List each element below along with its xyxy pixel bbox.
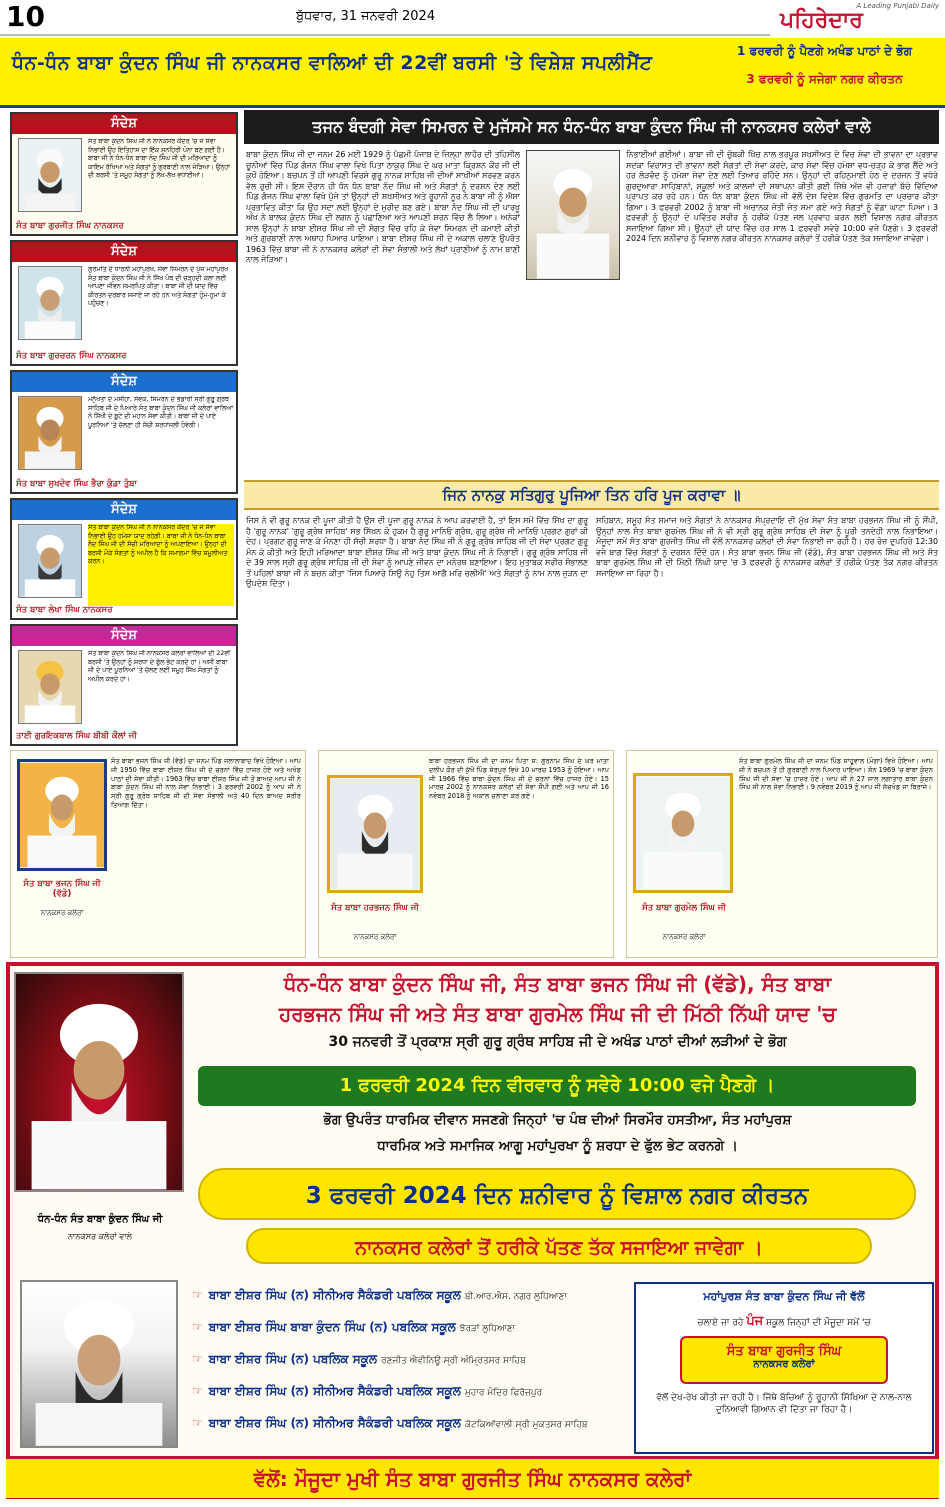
message-heading: ਸੰਦੇਸ਼ bbox=[12, 242, 236, 262]
school-name: ਬਾਬਾ ਈਸ਼ਰ ਸਿੰਘ (ਨ) ਸੀਨੀਅਰ ਸੈਕੰਡਰੀ ਪਬਲਿਕ ਸਕੂਲ bbox=[208, 1384, 461, 1398]
school-item-2 bbox=[192, 1320, 515, 1335]
school-name: ਬਾਬਾ ਈਸ਼ਰ ਸਿੰਘ (ਨ) ਪਬਲਿਕ ਸਕੂਲ bbox=[208, 1352, 377, 1366]
message-signature: ਸੰਤ ਬਾਬਾ ਸੁਖਦੇਵ ਸਿੰਘ ਭੈਰਾ ਕੁੰਡਾ ਤੁੰਬਾ bbox=[16, 479, 137, 489]
page-header bbox=[0, 0, 945, 36]
ad-heading-line-1: ਧੰਨ-ਧੰਨ ਬਾਬਾ ਕੁੰਦਨ ਸਿੰਘ ਜੀ, ਸੰਤ ਬਾਬਾ ਭਜਨ ਸਿੰਘ ਜੀ (ਵੱਡੇ), ਸੰਤ ਬਾਬਾ bbox=[283, 972, 832, 996]
page-number: 10 bbox=[6, 0, 45, 33]
message-box-3 bbox=[10, 370, 238, 494]
ad-heading-line-2: ਹਰਭਜਨ ਸਿੰਘ ਜੀ ਅਤੇ ਸੰਤ ਬਾਬਾ ਗੁਰਮੇਲ ਸਿੰਘ ਜੀ ਦੀ ਮਿੱਠੀ ਨਿੱਘੀ ਯਾਦ 'ਚ bbox=[278, 1002, 837, 1026]
photo-caption: ਧੰਨ-ਧੰਨ ਸੰਤ ਬਾਬਾ ਕੁੰਦਨ ਸਿੰਘ ਜੀ bbox=[37, 1214, 163, 1225]
info-count: ਪੰਜ bbox=[746, 1314, 764, 1329]
saint-photo bbox=[18, 266, 82, 340]
masthead-logo: ਪਹਿਰੇਦਾਰ bbox=[780, 8, 863, 33]
portrait-card-harbhajan-singh bbox=[318, 750, 614, 958]
message-signature: ਸੰਤ ਬਾਬਾ ਗੁਰਚਰਨ ਸਿੰਘ ਨਾਨਕਸਰ bbox=[16, 351, 127, 361]
diwan-line-2: ਧਾਰਮਿਕ ਅਤੇ ਸਮਾਜਿਕ ਆਗੂ ਮਹਾਂਪੁਰਖਾ ਨੂੰ ਸ਼ਰਧਾ ਦੇ ਫੁੱਲ ਭੇਟ ਕਰਨਗੇ । bbox=[377, 1138, 738, 1154]
masthead bbox=[770, 0, 945, 36]
article-column-2: ਨਿਭਾਈਆਂ ਗਈਆਂ। ਬਾਬਾ ਜੀ ਦੀ ਚੁੰਬਕੀ ਖਿੱਚ ਨਾਲ ਭਰਪੂਰ ਸ਼ਖ਼ਸੀਅਤ ਦੇ ਵਿਚ ਸੇਵਾ ਦੀ ਭਾਵਨਾ ਦਾ ਪ੍ਰਭਾਵ ਸਦਕਾ ਵਿਰਾਸਤ ਦੀ ਭਾਵਨਾ ਲਈ ਸੰਗਤਾਂ ਦੀ ਸੇਵਾ ਕਰਦੇ, ਕਾਰ ਸੇਵਾ ਵਿੱਚ ਹਮੇਸ਼ਾ ਵਧ-ਚੜ੍ਹ ਕੇ ਭਾਗ ਲੈਂਦੇ ਅਤੇ ਹਰ ਲੋੜਵੰਦ ਨੂੰ ਹਮੇਸ਼ਾ ਸੇਵਾ ਦੇਣ ਲਈ ਤਿਆਰ ਰਹਿੰਦੇ ਸਨ। ਉਨ੍ਹਾਂ ਦੀ ਰਹਿਨੁਮਾਈ ਹੇਠ ਦੇ ਦਰਜਨ ਤੋਂ ਵਧੇਰੇ ਗੁਰਦੁਆਰਾ ਸਾਹਿਬਾਨਾਂ, ਸਕੂਲਾਂ ਅਤੇ ਕਾਲਜਾਂ ਦੀ ਸਥਾਪਨਾ ਕੀਤੀ ਗਈ ਜਿੱਥੇ ਅੱਜ ਵੀ ਹਜ਼ਾਰਾਂ ਬੱਚੇ ਵਿੱਦਿਆ ਪ੍ਰਾਪਤ ਕਰ ਰਹੇ ਹਨ। ਧੰਨ ਧੰਨ ਬਾਬਾ ਕੁੰਦਨ ਸਿੰਘ ਜੀ ਵੱਲੋਂ ਦੇਸ਼ ਵਿਦੇਸ਼ ਵਿੱਚ ਗੁਰਮਤਿ ਦਾ ਪ੍ਰਚਾਰ ਕੀਤਾ ਗਿਆ। 3 ਫਰਵਰੀ 2002 ਨੂੰ ਬਾਬਾ ਜੀ ਅਚਾਨਕ ਜੋਤੀ ਜੋਤ ਸਮਾ ਗਏ ਅਤੇ ਸੰਗਤਾਂ ਨੂੰ ਵੱਡਾ ਘਾਟਾ ਪਿਆ। 3 ਫਰਵਰੀ ਨੂੰ ਉਨ੍ਹਾਂ ਦੇ ਪਵਿੱਤਰ ਸਰੀਰ ਨੂੰ ਹਰੀਕੇ ਪੱਤਣ ਜਲ ਪ੍ਰਵਾਹ ਕਰਨ ਲਈ ਵਿਸ਼ਾਲ ਨਗਰ ਕੀਰਤਨ ਸਜਾਇਆ ਗਿਆ ਸੀ। ਉਨ੍ਹਾਂ ਦੀ ਯਾਦ ਵਿੱਚ ਹਰ ਸਾਲ 1 ਫਰਵਰੀ ਸਵੇਰੇ 10:00 ਵਜੇ ਪੈਣਗੇ। 3 ਫਰਵਰੀ 2024 ਦਿਨ ਸ਼ਨੀਵਾਰ ਨੂੰ ਵਿਸ਼ਾਲ ਨਗਰ ਕੀਰਤਨ ਨਾਨਕਸਰ ਕਲੇਰਾਂ ਤੋਂ ਹਰੀਕੇ ਪੱਤਣ ਤੱਕ ਸਜਾਇਆ ਜਾਵੇਗਾ। bbox=[626, 150, 938, 243]
sant-gurjit-singh-photo bbox=[20, 1280, 178, 1448]
message-signature: ਸੰਤ ਬਾਬਾ ਲੇਖਾ ਸਿੰਘ ਨਾਨਕਸਰ bbox=[16, 605, 113, 615]
info-box-heading: ਮਹਾਂਪੁਰਸ਼ ਸੰਤ ਬਾਬਾ ਕੁੰਦਨ ਸਿੰਘ ਜੀ ਵੱਲੋਂ bbox=[703, 1290, 865, 1303]
bio-text: ਸੰਤ ਬਾਬਾ ਭਜਨ ਸਿੰਘ ਜੀ (ਵੱਡੇ) ਦਾ ਜਨਮ ਪਿੰਡ ਜਲਾਲਾਬਾਦ ਵਿਖੇ ਹੋਇਆ। ਆਪ ਜੀ 1950 ਵਿੱਚ ਬਾਬਾ ਈਸ਼ਰ ਸਿੰਘ ਜੀ ਦੇ ਚਰਨਾਂ ਵਿੱਚ ਹਾਜ਼ਰ ਹੋਏ ਅਤੇ ਅਖੰਡ ਪਾਠਾਂ ਦੀ ਸੇਵਾ ਕੀਤੀ। 1963 ਵਿੱਚ ਬਾਬਾ ਈਸ਼ਰ ਸਿੰਘ ਜੀ ਤੋਂ ਬਾਅਦ ਆਪ ਜੀ ਨੇ ਬਾਬਾ ਕੁੰਦਨ ਸਿੰਘ ਜੀ ਨਾਲ ਸੇਵਾ ਨਿਭਾਈ। 3 ਫਰਵਰੀ 2002 ਨੂੰ ਆਪ ਜੀ ਨੇ ਸ੍ਰੀ ਗੁਰੂ ਗ੍ਰੰਥ ਸਾਹਿਬ ਜੀ ਦੀ ਸੇਵਾ ਸੰਭਾਲੀ ਅਤੇ 40 ਦਿਨ ਬਾਅਦ ਸਰੀਰ ਤਿਆਗ ਦਿੱਤਾ। bbox=[111, 757, 301, 809]
message-signature: ਤਾਈ ਗੁਰਇਕਬਾਲ ਸਿੰਘ ਬੀਬੀ ਕੌਲਾਂ ਜੀ bbox=[16, 731, 137, 741]
schools-info-box bbox=[634, 1282, 934, 1454]
pointing-hand-icon: ☞ bbox=[192, 1352, 203, 1366]
school-name: ਬਾਬਾ ਈਸ਼ਰ ਸਿੰਘ ਬਾਬਾ ਕੁੰਦਨ ਸਿੰਘ (ਨ) ਪਬਲਿਕ ਸਕੂਲ bbox=[208, 1320, 456, 1334]
message-heading: ਸੰਦੇਸ਼ bbox=[12, 626, 236, 646]
saint-photo bbox=[633, 773, 733, 893]
school-name: ਬਾਬਾ ਈਸ਼ਰ ਸਿੰਘ (ਨ) ਸੀਨੀਅਰ ਸੈਕੰਡਰੀ ਪਬਲਿਕ ਸਕੂਲ bbox=[208, 1416, 461, 1430]
bhog-date-banner: 1 ਫਰਵਰੀ 2024 ਦਿਨ ਵੀਰਵਾਰ ਨੂੰ ਸਵੇਰੇ 10:00 ਵਜੇ ਪੈਣਗੇ । bbox=[198, 1066, 916, 1106]
name-plate-name: ਸੰਤ ਬਾਬਾ ਗੁਰਜੀਤ ਸਿੰਘ bbox=[726, 1344, 842, 1359]
portrait-card-bhajan-singh bbox=[10, 750, 306, 958]
message-heading: ਸੰਦੇਸ਼ bbox=[12, 114, 236, 134]
message-box-5 bbox=[10, 624, 238, 746]
info-box-line bbox=[640, 1314, 928, 1329]
pointing-hand-icon: ☞ bbox=[192, 1384, 203, 1398]
message-signature: ਸੰਤ ਬਾਬਾ ਗੁਰਜੀਤ ਸਿੰਘ ਨਾਨਕਸਰ bbox=[16, 221, 124, 231]
photo-subcaption: ਨਾਨਕਸਰ ਕਲੇਰਾਂ ਵਾਲੇ bbox=[68, 1232, 132, 1241]
nagar-kirtan-route: ਨਾਨਕਸਰ ਕਲੇਰਾਂ ਤੋਂ ਹਰੀਕੇ ਪੱਤਣ ਤੱਕ ਸਜਾਇਆ ਜਾਵੇਗਾ । bbox=[246, 1228, 872, 1264]
nagar-kirtan-notice: 3 ਫਰਵਰੀ ਨੂੰ ਸਜੇਗਾ ਨਗਰ ਕੀਰਤਨ bbox=[746, 72, 903, 86]
pointing-hand-icon: ☞ bbox=[192, 1416, 203, 1430]
pointing-hand-icon: ☞ bbox=[192, 1320, 203, 1334]
info-text-a: ਚਲਾਏ ਜਾ ਰਹੇ bbox=[697, 1318, 744, 1328]
bhog-notice: 1 ਫਰਵਰੀ ਨੂੰ ਪੈਣਗੇ ਅਖੰਡ ਪਾਠਾਂ ਦੇ ਭੋਗ bbox=[737, 44, 912, 58]
portrait-caption: ਸੰਤ ਬਾਬਾ ਹਰਭਜਨ ਸਿੰਘ ਜੀ bbox=[331, 903, 419, 913]
article-column-3: ਜਿਸ ਨੇ ਵੀ ਗੁਰੂ ਨਾਨਕ ਦੀ ਪੂਜਾ ਕੀਤੀ ਹੈ ਉਸ ਦੀ ਪੂਜਾ ਗੁਰੂ ਨਾਨਕ ਨੇ ਆਪ ਕਰਵਾਈ ਹੈ, ਤਾਂ ਇਸ ਸਮੇਂ ਵਿੱਚ ਸਿੱਖ ਦਾ ਗੁਰੂ ਹੈ 'ਗੁਰੂ ਨਾਨਕ' 'ਗੁਰੂ ਗ੍ਰੰਥ ਸਾਹਿਬ' ਸਭ ਸਿੱਖਨ ਕੋ ਹੁਕਮ ਹੈ ਗੁਰੂ ਮਾਨਿਓ ਗ੍ਰੰਥ, ਗੁਰੂ ਗ੍ਰੰਥ ਜੀ ਮਾਨਿਓ ਪ੍ਰਗਟ ਗੁਰਾਂ ਕੀ ਦੇਹ। ਪ੍ਰਗਟ ਗੁਰੂ ਜਾਣ ਕੇ ਮੰਨਣਾ ਹੀ ਸੱਚੀ ਸ਼ਰਧਾ ਹੈ। ਬਾਬਾ ਨੰਦ ਸਿੰਘ ਜੀ ਨੇ ਗੁਰੂ ਗ੍ਰੰਥ ਸਾਹਿਬ ਜੀ ਦੀ ਸੇਵਾ ਪ੍ਰਗਟ ਗੁਰੂ ਮੰਨ ਕੇ ਕੀਤੀ ਅਤੇ ਇਹੀ ਮਰਿਆਦਾ ਬਾਬਾ ਈਸ਼ਰ ਸਿੰਘ ਜੀ ਅਤੇ ਬਾਬਾ ਕੁੰਦਨ ਸਿੰਘ ਜੀ ਨੇ ਨਿਭਾਈ। ਗੁਰੂ ਗ੍ਰੰਥ ਸਾਹਿਬ ਜੀ ਦੇ 39 ਸਾਲ ਸ੍ਰੀ ਗੁਰੂ ਗ੍ਰੰਥ ਸਾਹਿਬ ਜੀ ਦੀ ਸੇਵਾ ਨੂੰ ਆਪਣੇ ਜੀਵਨ ਦਾ ਮਨੋਰਥ ਬਣਾਇਆ। ਇਹ ਮੁਤਾਬਕ ਸਰੀਰ ਸੰਭਾਲਣ ਤੋਂ ਪਹਿਲਾਂ ਬਾਬਾ ਜੀ ਨੇ ਬਚਨ ਕੀਤਾ 'ਜਿਸ ਪਿਆਰੇ ਸਿਉ ਨੇਹੁ ਤਿਸ ਆਗੈ ਮਰਿ ਚਲੀਐ' ਅਤੇ ਸੰਗਤਾਂ ਨੂੰ ਨਾਮ ਨਾਲ ਜੁੜਨ ਦਾ ਉਪਦੇਸ਼ ਦਿੱਤਾ। bbox=[246, 516, 588, 588]
saint-photo bbox=[18, 650, 82, 724]
name-plate-place: ਨਾਨਕਸਰ ਕਲੇਰਾਂ bbox=[753, 1359, 815, 1370]
message-heading: ਸੰਦੇਸ਼ bbox=[12, 500, 236, 520]
message-box-4 bbox=[10, 498, 238, 620]
saint-photo bbox=[18, 138, 82, 212]
school-location: ਮੁਹਾਰ ਮੰਦਿਰ ਫਿਰੋਜ਼ਪੁਰ bbox=[464, 1388, 543, 1398]
saint-photo bbox=[18, 524, 82, 598]
message-text: ਸੰਤ ਬਾਬਾ ਕੁੰਦਨ ਸਿੰਘ ਜੀ ਨਾਨਕਸਰ ਕਲੇਰਾਂ ਵਾਲਿਆਂ ਦੀ 22ਵੀਂ ਬਰਸੀ 'ਤੇ ਉਨ੍ਹਾਂ ਨੂੰ ਸ਼ਰਧਾ ਦੇ ਫੁੱਲ ਭੇਟ ਕਰਦੇ ਹਾਂ। ਅਸੀਂ ਬਾਬਾ ਜੀ ਦੇ ਪਾਏ ਪੂਰਨਿਆਂ 'ਤੇ ਚੱਲਣ ਲਈ ਸਮੂਹ ਸਿੱਖ ਸੰਗਤਾਂ ਨੂੰ ਅਪੀਲ ਕਰਦੇ ਹਾਂ। bbox=[88, 650, 231, 683]
pointing-hand-icon: ☞ bbox=[192, 1288, 203, 1302]
school-name: ਬਾਬਾ ਈਸ਼ਰ ਸਿੰਘ (ਨ) ਸੀਨੀਅਰ ਸੈਕੰਡਰੀ ਪਬਲਿਕ ਸਕੂਲ bbox=[208, 1288, 461, 1302]
info-text-c: ਸਕੂਲ ਜਿਨ੍ਹਾਂ ਦੀ ਮੌਜੂਦਾ ਸਮੇਂ 'ਚ bbox=[766, 1318, 871, 1328]
portrait-subcaption: ਨਾਨਕਸਰ ਕਲੇਰਾਂ bbox=[40, 909, 84, 917]
supplement-title: ਧੰਨ-ਧੰਨ ਬਾਬਾ ਕੁੰਦਨ ਸਿੰਘ ਜੀ ਨਾਨਕਸਰ ਵਾਲਿਆਂ ਦੀ 22ਵੀਂ ਬਰਸੀ 'ਤੇ ਵਿਸ਼ੇਸ਼ ਸਪਲੀਮੈਂਟ bbox=[12, 52, 653, 74]
school-item-1 bbox=[192, 1288, 567, 1303]
saint-photo bbox=[327, 775, 423, 893]
bio-text: ਬਾਬਾ ਹਰਭਜਨ ਸਿੰਘ ਜੀ ਦਾ ਜਨਮ ਪਿਤਾ ਸ: ਗੁਰਨਾਮ ਸਿੰਘ ਦੇ ਘਰ ਮਾਤਾ ਦਲੀਪ ਕੌਰ ਦੀ ਕੁੱਖੋਂ ਪਿੰਡ ਸ਼ੇਰਪੁਰ ਵਿਖੇ 10 ਮਾਰਚ 1953 ਨੂੰ ਹੋਇਆ। ਆਪ ਜੀ 1966 ਵਿੱਚ ਬਾਬਾ ਕੁੰਦਨ ਸਿੰਘ ਜੀ ਦੇ ਚਰਨਾਂ ਵਿੱਚ ਹਾਜ਼ਰ ਹੋਏ। 15 ਮਾਰਚ 2002 ਨੂੰ ਨਾਨਕਸਰ ਕਲੇਰਾਂ ਦੀ ਸੇਵਾ ਸੌਂਪੀ ਗਈ ਅਤੇ ਆਪ ਜੀ 16 ਨਵੰਬਰ 2018 ਨੂੰ ਅਕਾਲ ਚਲਾਣਾ ਕਰ ਗਏ। bbox=[429, 757, 609, 801]
message-text: ਸੰਤ ਬਾਬਾ ਕੁੰਦਨ ਸਿੰਘ ਜੀ ਨੇ ਨਾਨਕਸਰ ਕੇਂਦਰ 'ਚ ਜੋ ਸੇਵਾ ਨਿਭਾਈ ਉਹ ਇਤਿਹਾਸ ਦਾ ਇੱਕ ਸੁਨਹਿਰੀ ਪੰਨਾ ਬਣ ਗਈ ਹੈ। ਬਾਬਾ ਜੀ ਨੇ ਧੰਨ-ਧੰਨ ਬਾਬਾ ਨੰਦ ਸਿੰਘ ਜੀ ਦੀ ਮਰਿਆਦਾ ਨੂੰ ਕਾਇਮ ਰੱਖਿਆ ਅਤੇ ਸੰਗਤਾਂ ਨੂੰ ਗੁਰਬਾਣੀ ਨਾਲ ਜੋੜਿਆ। ਉਨ੍ਹਾਂ ਦੀ ਬਰਸੀ 'ਤੇ ਸਮੂਹ ਸੰਗਤਾਂ ਨੂੰ ਲੱਖ-ਲੱਖ ਵਧਾਈਆਂ। bbox=[88, 138, 230, 179]
article-column-1: ਬਾਬਾ ਕੁੰਦਨ ਸਿੰਘ ਜੀ ਦਾ ਜਨਮ 26 ਮਈ 1929 ਨੂੰ ਪੱਛਮੀ ਪੰਜਾਬ ਦੇ ਜ਼ਿਲ੍ਹਾ ਲਾਹੌਰ ਦੀ ਤਹਿਸੀਲ ਚੂਨੀਆਂ ਵਿੱਚ ਪਿੰਡ ਗੰਜਨ ਸਿੰਘ ਵਾਲਾ ਵਿਖੇ ਪਿਤਾ ਠਾਕੁਰ ਸਿੰਘ ਦੇ ਘਰ ਮਾਤਾ ਕ੍ਰਿਸ਼ਨ ਕੌਰ ਜੀ ਦੀ ਕੁਖੋਂ ਹੋਇਆ। ਬਚਪਨ ਤੋਂ ਹੀ ਆਪਣੀ ਵਿਰਸੇ ਗੁਰੂ ਨਾਨਕ ਸਾਹਿਬ ਜੀ ਦੀਆਂ ਸਾਖੀਆਂ ਸਰਵਣ ਕਰਨ ਵੱਲ ਰੁਚੀ ਸੀ। ਇਸ ਦੌਰਾਨ ਹੀ ਧੰਨ ਧੰਨ ਬਾਬਾ ਨੰਦ ਸਿੰਘ ਜੀ ਅਤੇ ਸੰਗਤਾਂ ਨੂੰ ਦਰਸ਼ਨ ਦੇਣ ਲਈ ਪਿੰਡ ਗੰਜਨ ਸਿੰਘ ਵਾਲਾ ਵਿਖੇ ਪੁੱਜੇ ਤਾਂ ਉਨ੍ਹਾਂ ਦੀ ਸ਼ਖ਼ਸੀਅਤ ਅਤੇ ਰੂਹਾਨੀ ਨੂਰ ਨੇ ਬਾਬਾ ਜੀ ਨੂੰ ਐਸਾ ਪ੍ਰਭਾਵਿਤ ਕੀਤਾ ਕਿ ਉਹ ਸਦਾ ਲਈ ਉਨ੍ਹਾਂ ਦੇ ਮੁਰੀਦ ਬਣ ਗਏ। ਬਾਬਾ ਨੰਦ ਸਿੰਘ ਜੀ ਦੀ ਪਾਰਖੂ ਅੱਖ ਨੇ ਬਾਲਕ ਕੁੰਦਨ ਸਿੰਘ ਦੀ ਲਗਨ ਨੂੰ ਪਛਾਣਿਆ ਅਤੇ ਆਪਣੀ ਸ਼ਰਨ ਵਿੱਚ ਲੈ ਲਿਆ। ਅਨੇਕਾਂ ਸਾਲ ਉਨ੍ਹਾਂ ਨੇ ਬਾਬਾ ਈਸ਼ਰ ਸਿੰਘ ਜੀ ਦੀ ਸੰਗਤ ਵਿੱਚ ਰਹਿ ਕੇ ਸੇਵਾ ਸਿਮਰਨ ਦੀ ਕਮਾਈ ਕੀਤੀ ਅਤੇ ਗੁਰਬਾਣੀ ਨਾਲ ਅਥਾਹ ਪਿਆਰ ਪਾਇਆ। ਬਾਬਾ ਈਸ਼ਰ ਸਿੰਘ ਜੀ ਦੇ ਅਕਾਲ ਚਲਾਣੇ ਉਪਰੰਤ 1963 ਵਿੱਚ ਬਾਬਾ ਜੀ ਨੇ ਨਾਨਕਸਰ ਕਲੇਰਾਂ ਦੀ ਸੇਵਾ ਸੰਭਾਲੀ ਅਤੇ ਲੱਖਾਂ ਪ੍ਰਾਣੀਆਂ ਨੂੰ ਨਾਮ ਬਾਣੀ ਨਾਲ ਜੋੜਿਆ। bbox=[246, 150, 520, 264]
school-location: ਝੋਰੜਾਂ ਲੁਧਿਆਣਾ bbox=[459, 1324, 516, 1334]
info-box-text: ਵੱਲੋਂ ਦੇਖ-ਰੇਖ ਕੀਤੀ ਜਾ ਰਹੀ ਹੈ। ਜਿੱਥੇ ਬੱਚਿਆਂ ਨੂੰ ਰੂਹਾਨੀ ਸਿੱਖਿਆ ਦੇ ਨਾਲ-ਨਾਲ ਦੁਨਿਆਵੀ ਗਿਆਨ ਵੀ ਦਿੱਤਾ ਜਾ ਰਿਹਾ ਹੈ। bbox=[656, 1393, 912, 1416]
article-headline: ਤਜਨ ਬੰਦਗੀ ਸੇਵਾ ਸਿਮਰਨ ਦੇ ਮੁਜੱਸਮੇ ਸਨ ਧੰਨ-ਧੰਨ ਬਾਬਾ ਕੁੰਦਨ ਸਿੰਘ ਜੀ ਨਾਨਕਸਰ ਕਲੇਰਾਂ ਵਾਲੇ bbox=[244, 110, 939, 144]
portrait-caption: ਸੰਤ ਬਾਬਾ ਗੁਰਮੇਲ ਸਿੰਘ ਜੀ bbox=[642, 903, 726, 913]
saint-photo bbox=[18, 396, 82, 470]
saint-photo bbox=[17, 759, 107, 871]
nagar-kirtan-banner: 3 ਫਰਵਰੀ 2024 ਦਿਨ ਸ਼ਨੀਵਾਰ ਨੂੰ ਵਿਸ਼ਾਲ ਨਗਰ ਕੀਰਤਨ bbox=[198, 1168, 916, 1220]
message-text: ਸੰਤ ਬਾਬਾ ਕੁੰਦਨ ਸਿੰਘ ਜੀ ਨੇ ਨਾਨਕਸਰ ਕੇਂਦਰ 'ਚ ਜੋ ਸੇਵਾ ਨਿਭਾਈ ਉਹ ਹਮੇਸ਼ਾ ਯਾਦ ਰਹੇਗੀ। ਬਾਬਾ ਜੀ ਨੇ ਧੰਨ-ਧੰਨ ਬਾਬਾ ਨੰਦ ਸਿੰਘ ਜੀ ਦੀ ਸੱਚੀ ਮਰਿਆਦਾ ਨੂੰ ਅਪਣਾਇਆ। ਉਨ੍ਹਾਂ ਦੀ ਬਰਸੀ ਮੌਕੇ ਸੰਗਤਾਂ ਨੂੰ ਅਪੀਲ ਹੈ ਕਿ ਸਮਾਗਮਾਂ ਵਿੱਚ ਸ਼ਮੂਲੀਅਤ ਕਰਨ। bbox=[88, 524, 234, 606]
diwan-line-1: ਭੋਗ ਉਪਰੰਤ ਧਾਰਮਿਕ ਦੀਵਾਨ ਸਜਣਗੇ ਜਿਨ੍ਹਾਂ 'ਚ ਪੰਥ ਦੀਆਂ ਸਿਰਮੌਰ ਹਸਤੀਆ, ਸੰਤ ਮਹਾਂਪੁਰਸ਼ bbox=[323, 1112, 792, 1128]
baba-kundan-singh-photo bbox=[14, 972, 184, 1192]
portrait-caption: ਸੰਤ ਬਾਬਾ ਭਜਨ ਸਿੰਘ ਜੀ (ਵੱਡੇ) bbox=[23, 879, 101, 899]
bio-text: ਸੰਤ ਬਾਬਾ ਗੁਰਮੇਲ ਸਿੰਘ ਜੀ ਦਾ ਜਨਮ ਪਿੰਡ ਸਾਹੂਵਾਲ (ਮੋਗਾ) ਵਿਖੇ ਹੋਇਆ। ਆਪ ਜੀ ਨੇ ਬਚਪਨ ਤੋਂ ਹੀ ਗੁਰਬਾਣੀ ਨਾਲ ਪਿਆਰ ਪਾਇਆ। ਸੰਨ 1969 'ਚ ਬਾਬਾ ਕੁੰਦਨ ਸਿੰਘ ਜੀ ਦੀ ਸੇਵਾ 'ਚ ਹਾਜ਼ਰ ਹੋਏ। ਆਪ ਜੀ ਨੇ 27 ਸਾਲ ਲਗਾਤਾਰ ਬਾਬਾ ਕੁੰਦਨ ਸਿੰਘ ਜੀ ਨਾਲ ਸੇਵਾ ਨਿਭਾਈ। 9 ਨਵੰਬਰ 2019 ਨੂੰ ਆਪ ਜੀ ਸੱਚਖੰਡ ਜਾ ਬਿਰਾਜੇ। bbox=[739, 757, 933, 792]
portrait-subcaption: ਨਾਨਕਸਰ ਕਲੇਰਾਂ bbox=[353, 933, 397, 941]
masthead-tagline: A Leading Punjabi Daily bbox=[856, 2, 939, 10]
name-plate bbox=[680, 1336, 888, 1384]
ad-heading-line-3: 30 ਜਨਵਰੀ ਤੋਂ ਪ੍ਰਕਾਸ਼ ਸ੍ਰੀ ਗੁਰੂ ਗ੍ਰੰਥ ਸਾਹਿਬ ਜੀ ਦੇ ਅਖੰਡ ਪਾਠਾਂ ਦੀਆਂ ਲੜੀਆਂ ਦੇ ਭੋਗ bbox=[328, 1034, 787, 1050]
message-box-1 bbox=[10, 112, 238, 236]
message-box-2 bbox=[10, 240, 238, 366]
portrait-subcaption: ਨਾਨਕਸਰ ਕਲੇਰਾਂ bbox=[662, 933, 706, 941]
portrait-card-gurmel-singh bbox=[626, 750, 938, 958]
title-band bbox=[0, 38, 945, 108]
saint-portrait-photo bbox=[526, 150, 620, 280]
school-location: ਰਣਜੀਤ ਐਵੀਨਿਊ ਸ੍ਰੀ ਅੰਮ੍ਰਿਤਸਰ ਸਾਹਿਬ bbox=[381, 1356, 526, 1366]
ad-footer-credit: ਵੱਲੋਂ: ਮੌਜੂਦਾ ਮੁਖੀ ਸੰਤ ਬਾਬਾ ਗੁਰਜੀਤ ਸਿੰਘ ਨਾਨਕਸਰ ਕਲੇਰਾਂ bbox=[6, 1456, 939, 1498]
school-item-3 bbox=[192, 1352, 526, 1367]
article-column-4: ਸਹਿਬਾਨ, ਸਮੂਹ ਸੰਤ ਸਮਾਜ ਅਤੇ ਸੰਗਤਾਂ ਨੇ ਨਾਨਕਸਰ ਸੰਪ੍ਰਦਾਇ ਦੀ ਮੁੱਖ ਸੇਵਾ ਸੰਤ ਬਾਬਾ ਹਰਭਜਨ ਸਿੰਘ ਜੀ ਨੂੰ ਸੌਂਪੀ, ਉਨ੍ਹਾਂ ਨਾਲ ਸੰਤ ਬਾਬਾ ਗੁਰਮੇਲ ਸਿੰਘ ਜੀ ਨੇ ਵੀ ਸ੍ਰੀ ਗੁਰੂ ਗ੍ਰੰਥ ਸਾਹਿਬ ਦੀ ਸੇਵਾ ਨੂੰ ਪੂਰੀ ਤਨਦੇਹੀ ਨਾਲ ਨਿਭਾਇਆ। ਮੌਜੂਦਾ ਸਮੇਂ ਸੰਤ ਬਾਬਾ ਗੁਰਜੀਤ ਸਿੰਘ ਜੀ ਵੱਲੋਂ ਨਾਨਕਸਰ ਕਲੇਰਾਂ ਦੀ ਸੇਵਾ ਨਿਭਾਈ ਜਾ ਰਹੀ ਹੈ। ਹਰ ਰੋਜ਼ ਦੁਪਹਿਰੇ 12:30 ਵਜੇ ਬਾਗ ਵਿੱਚ ਸੰਗਤਾਂ ਨੂੰ ਦਰਸ਼ਨ ਦਿੰਦੇ ਹਨ। ਸੰਤ ਬਾਬਾ ਭਜਨ ਸਿੰਘ ਜੀ (ਵੱਡੇ), ਸੰਤ ਬਾਬਾ ਹਰਭਜਨ ਸਿੰਘ ਜੀ ਅਤੇ ਸੰਤ ਬਾਬਾ ਗੁਰਮੇਲ ਸਿੰਘ ਜੀ ਦੀ ਮਿੱਠੀ ਨਿੱਘੀ ਯਾਦ 'ਚ 3 ਫਰਵਰੀ ਨੂੰ ਨਾਨਕਸਰ ਕਲੇਰਾਂ ਤੋਂ ਹਰੀਕੇ ਪੱਤਣ ਤੱਕ ਨਗਰ ਕੀਰਤਨ ਸਜਾਇਆ ਜਾ ਰਿਹਾ ਹੈ। bbox=[596, 516, 938, 578]
message-text: ਗੁਰਮਤਿ ਦੇ ਧਾਰਨੀ ਮਹਾਂਪੁਰਖ, ਸੇਵਾ ਸਿਮਰਨ ਦੇ ਪੁੰਜ ਮਹਾਂਪੁਰਖ ਸੰਤ ਬਾਬਾ ਕੁੰਦਨ ਸਿੰਘ ਜੀ ਨੇ ਸਿੱਖ ਪੰਥ ਦੀ ਚੜ੍ਹਦੀ ਕਲਾ ਲਈ ਆਪਣਾ ਜੀਵਨ ਸਮਰਪਿਤ ਕੀਤਾ। ਬਾਬਾ ਜੀ ਦੀ ਯਾਦ ਵਿੱਚ ਕੀਰਤਨ ਦਰਬਾਰ ਸਜਾਏ ਜਾ ਰਹੇ ਹਨ ਅਤੇ ਸੰਗਤਾਂ ਹੁੰਮ-ਹੁਮਾ ਕੇ ਪਹੁੰਚਣ। bbox=[88, 266, 229, 307]
school-location: ਕੋਟਕਿਆਂਵਾਲੀ ਸ੍ਰੀ ਮੁਕਤਸਰ ਸਾਹਿਬ bbox=[464, 1420, 588, 1430]
message-heading: ਸੰਦੇਸ਼ bbox=[12, 372, 236, 392]
school-item-5 bbox=[192, 1416, 588, 1431]
school-item-4 bbox=[192, 1384, 542, 1399]
issue-date: ਬੁੱਧਵਾਰ, 31 ਜਨਵਰੀ 2024 bbox=[296, 9, 436, 24]
school-location: ਬੀ.ਆਰ.ਐਸ. ਨਗਰ ਲੁਧਿਆਣਾ bbox=[464, 1292, 567, 1302]
message-text: ਮਨੁੱਖਤਾ ਦੇ ਮਸੀਹਾ, ਸੇਵਕ, ਸਿਮਰਨ ਦੇ ਭੰਡਾਰੀ ਸ੍ਰੀ ਗੁਰੂ ਗ੍ਰੰਥ ਸਾਹਿਬ ਜੀ ਦੇ ਪਿਆਰੇ ਸੰਤ ਬਾਬਾ ਕੁੰਦਨ ਸਿੰਘ ਜੀ ਕਲੇਰਾਂ ਵਾਲਿਆਂ ਨੇ ਸਿੱਖੀ ਦੇ ਬੂਟੇ ਦੀ ਮਹਾਨ ਸੇਵਾ ਕੀਤੀ। ਬਾਬਾ ਜੀ ਦੇ ਪਾਏ ਪੂਰਨਿਆਂ 'ਤੇ ਚੱਲਣਾ ਹੀ ਸੱਚੀ ਸ਼ਰਧਾਂਜਲੀ ਹੋਵੇਗੀ। bbox=[88, 396, 233, 429]
gurbani-quote: ਜਿਨ ਨਾਨਕੁ ਸਤਿਗੁਰੁ ਪੂਜਿਆ ਤਿਨ ਹਰਿ ਪੂਜ ਕਰਾਵਾ ॥ bbox=[244, 480, 939, 510]
